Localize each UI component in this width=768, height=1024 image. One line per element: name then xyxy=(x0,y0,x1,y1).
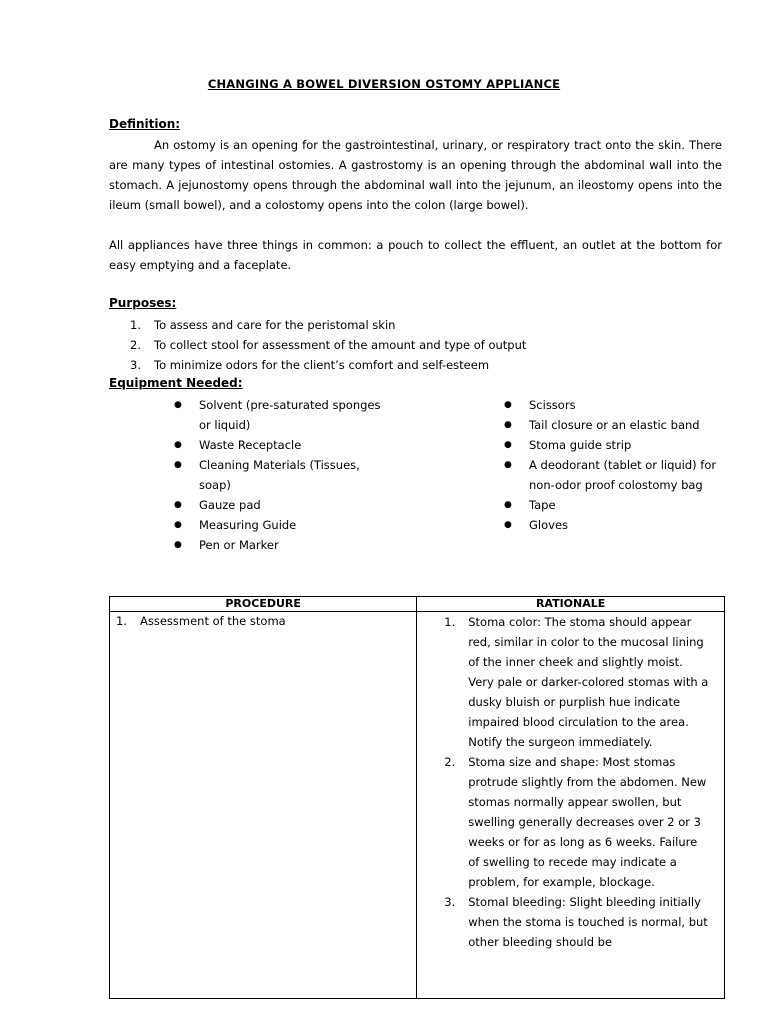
item-number: 3. xyxy=(444,895,456,909)
bullet-icon: ● xyxy=(174,500,182,510)
list-item xyxy=(174,535,384,555)
list-item xyxy=(504,455,724,495)
purposes-heading: Purposes: xyxy=(109,296,177,310)
item-text: Cleaning Materials (Tissues, soap) xyxy=(199,458,360,492)
bullet-icon: ● xyxy=(174,540,182,550)
item-number: 1. xyxy=(130,318,141,332)
list-item xyxy=(130,335,526,355)
bullet-icon: ● xyxy=(504,400,512,410)
item-text: Scissors xyxy=(529,398,576,412)
list-item xyxy=(417,752,724,892)
item-text: Gauze pad xyxy=(199,498,261,512)
definition-paragraph: An ostomy is an opening for the gastrointestinal, urinary, or respiratory tract onto the skin. There are many types of intestinal ostomies. A gastrostomy is an opening through the abdominal wall into the stomach. A jejunostomy opens through the abdominal wall into the jejunum, an ileostomy opens into the ileum (small bowel), and a colostomy opens into the colon (large bowel). xyxy=(109,138,722,212)
list-item xyxy=(417,892,724,952)
item-number: 2. xyxy=(130,338,141,352)
item-number: 2. xyxy=(444,755,456,769)
list-item xyxy=(174,495,384,515)
list-item xyxy=(504,435,724,455)
item-text: To assess and care for the peristomal skin xyxy=(154,318,396,332)
definition-heading: Definition: xyxy=(109,117,181,131)
item-text: To minimize odors for the client’s comfort and self-esteem xyxy=(154,358,490,372)
procedure-table xyxy=(109,596,725,999)
table-row xyxy=(110,612,725,999)
item-text: Tail closure or an elastic band xyxy=(529,418,700,432)
bullet-icon: ● xyxy=(504,420,512,430)
list-item xyxy=(174,515,384,535)
item-text: To collect stool for assessment of the amount and type of output xyxy=(154,338,527,352)
list-item xyxy=(174,435,384,455)
bullet-icon: ● xyxy=(504,440,512,450)
list-item xyxy=(504,415,724,435)
bullet-icon: ● xyxy=(174,400,182,410)
rationale-header: RATIONALE xyxy=(417,597,725,612)
item-text: Stoma size and shape: Most stomas protrude slightly from the abdomen. New stomas normally appear swollen, but swelling generally decreases over 2 or 3 weeks or for as long as 6 weeks. Failure of swelling to recede may indicate a problem, for example, blockage. xyxy=(468,755,707,889)
list-item xyxy=(504,395,724,415)
equipment-heading: Equipment Needed: xyxy=(109,376,243,390)
procedure-header: PROCEDURE xyxy=(110,597,417,612)
item-text: Stoma guide strip xyxy=(529,438,632,452)
list-item xyxy=(174,455,384,495)
bullet-icon: ● xyxy=(504,500,512,510)
bullet-icon: ● xyxy=(504,460,512,470)
rationale-cell xyxy=(417,612,725,999)
document-title: CHANGING A BOWEL DIVERSION OSTOMY APPLIANCE xyxy=(207,77,561,91)
bullet-icon: ● xyxy=(174,520,182,530)
purposes-list xyxy=(130,315,526,375)
item-text: Solvent (pre-saturated sponges or liquid) xyxy=(199,398,381,432)
item-text: Measuring Guide xyxy=(199,518,297,532)
list-item xyxy=(504,515,724,535)
list-item xyxy=(174,395,384,435)
procedure-step xyxy=(110,612,416,630)
item-text: Gloves xyxy=(529,518,569,532)
bullet-icon: ● xyxy=(174,460,182,470)
bullet-icon: ● xyxy=(504,520,512,530)
item-text: A deodorant (tablet or liquid) for non-odor proof colostomy bag xyxy=(529,458,717,492)
item-text: Waste Receptacle xyxy=(199,438,302,452)
item-text: Pen or Marker xyxy=(199,538,279,552)
equipment-list-right xyxy=(504,395,724,535)
appliance-paragraph: All appliances have three things in common: a pouch to collect the effluent, an outlet at the bottom for easy emptying and a faceplate. xyxy=(109,238,722,272)
equipment-list-left xyxy=(174,395,384,555)
procedure-cell xyxy=(110,612,417,999)
item-number: 3. xyxy=(130,358,141,372)
step-number: 1. xyxy=(116,614,127,628)
item-number: 1. xyxy=(444,615,456,629)
list-item xyxy=(417,612,724,752)
bullet-icon: ● xyxy=(174,440,182,450)
list-item xyxy=(130,315,526,335)
rationale-list xyxy=(417,612,724,952)
item-text: Stoma color: The stoma should appear red, similar in color to the mucosal lining of the inner cheek and slightly moist. Very pale or darker-colored stomas with a dusky bluish or purplish hue indicate impaired blood circulation to the area. Notify the surgeon immediately. xyxy=(468,615,709,749)
list-item xyxy=(504,495,724,515)
table-header-row xyxy=(110,597,725,612)
step-text: Assessment of the stoma xyxy=(140,614,286,628)
list-item xyxy=(130,355,526,375)
item-text: Tape xyxy=(529,498,556,512)
item-text: Stomal bleeding: Slight bleeding initially when the stoma is touched is normal, but other bleeding should be xyxy=(468,895,708,949)
